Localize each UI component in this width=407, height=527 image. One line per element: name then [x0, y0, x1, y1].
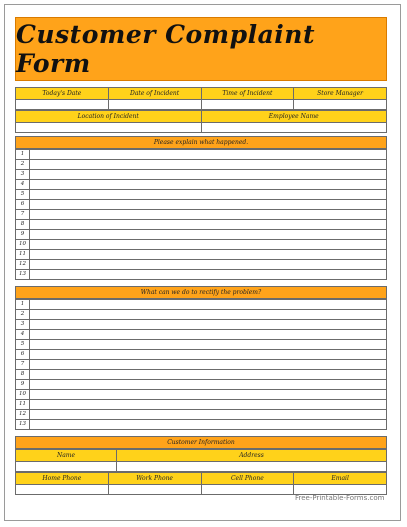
- explain-line-field[interactable]: [30, 240, 387, 250]
- explain-line-number: 8: [16, 220, 30, 230]
- explain-line: [16, 160, 387, 170]
- explain-line-number: 1: [16, 150, 30, 160]
- rectify-line-field[interactable]: [30, 340, 387, 350]
- customer-info-section: [15, 436, 387, 449]
- explain-line-number: 2: [16, 160, 30, 170]
- rectify-line-number: 11: [16, 400, 30, 410]
- section-customer-info-title: Customer Information: [16, 437, 387, 449]
- header-work-phone: Work Phone: [108, 473, 201, 485]
- rectify-line: [16, 410, 387, 420]
- rectify-line-field[interactable]: [30, 420, 387, 430]
- customer-address-field[interactable]: [117, 462, 387, 472]
- rectify-line-number: 6: [16, 350, 30, 360]
- explain-line-number: 5: [16, 190, 30, 200]
- rectify-line-number: 7: [16, 360, 30, 370]
- rectify-line-field[interactable]: [30, 320, 387, 330]
- home-phone-field[interactable]: [16, 485, 109, 495]
- explain-line-number: 12: [16, 260, 30, 270]
- rectify-line-field[interactable]: [30, 310, 387, 320]
- explain-line-field[interactable]: [30, 150, 387, 160]
- rectify-line-number: 1: [16, 300, 30, 310]
- rectify-line-number: 12: [16, 410, 30, 420]
- rectify-line-number: 5: [16, 340, 30, 350]
- store-manager-field[interactable]: [294, 100, 387, 110]
- explain-lines: [15, 149, 387, 280]
- rectify-line: [16, 350, 387, 360]
- header-todays-date: Today's Date: [16, 88, 109, 100]
- todays-date-field[interactable]: [16, 100, 109, 110]
- customer-phone-table: [15, 472, 387, 495]
- header-name: Name: [16, 450, 117, 462]
- rectify-line-field[interactable]: [30, 400, 387, 410]
- email-field[interactable]: [294, 485, 387, 495]
- explain-line: [16, 250, 387, 260]
- explain-line-number: 9: [16, 230, 30, 240]
- customer-name-table: [15, 449, 387, 472]
- form-title: Customer Complaint Form: [16, 20, 316, 78]
- header-employee-name: Employee Name: [201, 111, 387, 123]
- work-phone-field[interactable]: [108, 485, 201, 495]
- rectify-lines: [15, 299, 387, 430]
- explain-line: [16, 210, 387, 220]
- header-home-phone: Home Phone: [16, 473, 109, 485]
- location-header-table: [15, 110, 387, 133]
- rectify-line-number: 3: [16, 320, 30, 330]
- explain-line-field[interactable]: [30, 180, 387, 190]
- explain-section: [15, 136, 387, 149]
- explain-line-number: 11: [16, 250, 30, 260]
- cell-phone-field[interactable]: [201, 485, 294, 495]
- explain-line: [16, 230, 387, 240]
- section-rectify-title: What can we do to rectify the problem?: [16, 287, 387, 299]
- rectify-line-field[interactable]: [30, 350, 387, 360]
- rectify-line: [16, 330, 387, 340]
- explain-line-field[interactable]: [30, 190, 387, 200]
- explain-line-field[interactable]: [30, 250, 387, 260]
- form-page: [4, 4, 401, 521]
- rectify-line-field[interactable]: [30, 330, 387, 340]
- rectify-line-number: 8: [16, 370, 30, 380]
- rectify-section: [15, 286, 387, 299]
- header-time-of-incident: Time of Incident: [201, 88, 294, 100]
- explain-line-number: 4: [16, 180, 30, 190]
- header-address: Address: [117, 450, 387, 462]
- header-location-of-incident: Location of Incident: [16, 111, 202, 123]
- header-cell-phone: Cell Phone: [201, 473, 294, 485]
- rectify-line-number: 4: [16, 330, 30, 340]
- rectify-line-field[interactable]: [30, 360, 387, 370]
- explain-line-field[interactable]: [30, 260, 387, 270]
- explain-line-field[interactable]: [30, 160, 387, 170]
- explain-line: [16, 170, 387, 180]
- explain-line-number: 13: [16, 270, 30, 280]
- rectify-line: [16, 390, 387, 400]
- rectify-line-number: 10: [16, 390, 30, 400]
- rectify-line: [16, 370, 387, 380]
- rectify-line-number: 2: [16, 310, 30, 320]
- explain-line-field[interactable]: [30, 170, 387, 180]
- rectify-line-number: 13: [16, 420, 30, 430]
- explain-line: [16, 220, 387, 230]
- time-of-incident-field[interactable]: [201, 100, 294, 110]
- rectify-line-field[interactable]: [30, 380, 387, 390]
- rectify-line: [16, 400, 387, 410]
- header-store-manager: Store Manager: [294, 88, 387, 100]
- rectify-line: [16, 380, 387, 390]
- explain-line-number: 10: [16, 240, 30, 250]
- explain-line-field[interactable]: [30, 230, 387, 240]
- explain-line: [16, 190, 387, 200]
- explain-line-field[interactable]: [30, 210, 387, 220]
- employee-name-field[interactable]: [201, 123, 387, 133]
- header-date-of-incident: Date of Incident: [108, 88, 201, 100]
- explain-line-number: 3: [16, 170, 30, 180]
- rectify-line: [16, 300, 387, 310]
- explain-line: [16, 260, 387, 270]
- footer-watermark: Free-Printable-Forms.com: [295, 494, 385, 502]
- rectify-line: [16, 420, 387, 430]
- rectify-line-number: 9: [16, 380, 30, 390]
- rectify-line-field[interactable]: [30, 390, 387, 400]
- explain-line: [16, 200, 387, 210]
- rectify-line: [16, 360, 387, 370]
- rectify-line-field[interactable]: [30, 300, 387, 310]
- header-email: Email: [294, 473, 387, 485]
- explain-line: [16, 150, 387, 160]
- explain-line: [16, 180, 387, 190]
- explain-line-number: 6: [16, 200, 30, 210]
- rectify-line-field[interactable]: [30, 410, 387, 420]
- incident-header-table: [15, 87, 387, 110]
- explain-line: [16, 240, 387, 250]
- rectify-line: [16, 310, 387, 320]
- explain-line: [16, 270, 387, 280]
- rectify-line-field[interactable]: [30, 370, 387, 380]
- rectify-line: [16, 320, 387, 330]
- date-of-incident-field[interactable]: [108, 100, 201, 110]
- customer-name-field[interactable]: [16, 462, 117, 472]
- form-sheet: [15, 17, 387, 495]
- explain-line-field[interactable]: [30, 220, 387, 230]
- location-of-incident-field[interactable]: [16, 123, 202, 133]
- section-explain-title: Please explain what happened.: [16, 137, 387, 149]
- explain-line-field[interactable]: [30, 270, 387, 280]
- explain-line-number: 7: [16, 210, 30, 220]
- explain-line-field[interactable]: [30, 200, 387, 210]
- rectify-line: [16, 340, 387, 350]
- title-banner: [15, 17, 387, 81]
